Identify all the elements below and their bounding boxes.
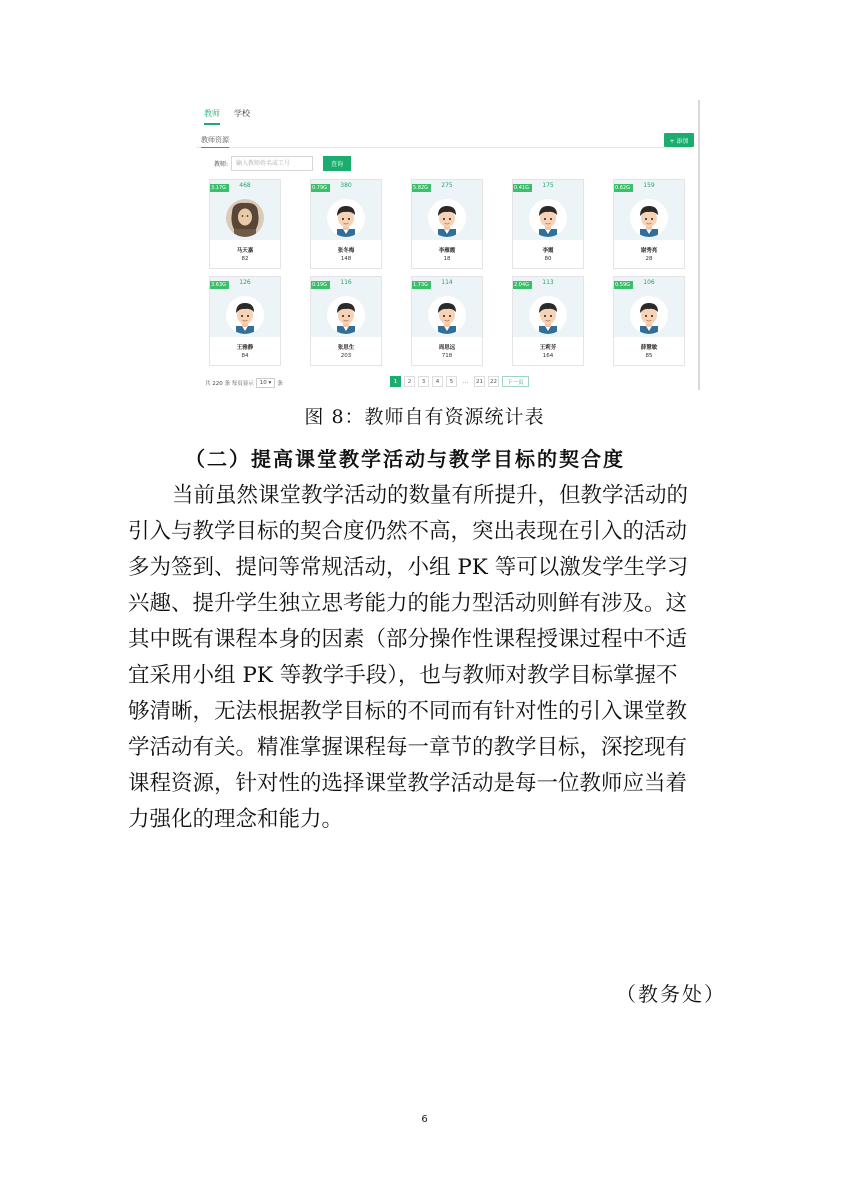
teacher-number: 18 <box>443 256 451 262</box>
teacher-name: 王雅静 <box>236 345 254 351</box>
page-button[interactable]: 22 <box>488 376 499 387</box>
paragraph-line: 够清晰，无法根据教学目标的不同而有针对性的引入课堂教 <box>128 699 688 724</box>
page-button[interactable]: 3 <box>418 376 429 387</box>
page-button[interactable]: 1 <box>390 376 401 387</box>
paragraph-line: 宜采用小组 PK 等教学手段），也与教师对教学目标掌握不 <box>128 663 678 688</box>
avatar <box>327 296 365 334</box>
avatar <box>630 296 668 334</box>
paragraph-line: 学活动有关。精准掌握课程每一章节的教学目标，深挖现有 <box>128 735 688 760</box>
search-button[interactable]: 查询 <box>323 156 351 171</box>
storage-size-badge: 0.62G <box>614 184 633 192</box>
paragraph-line: 课程资源，针对性的选择课堂教学活动是每一位教师应当着 <box>128 771 688 796</box>
storage-size-badge: 2.04G <box>513 281 532 289</box>
resource-count: 159 <box>643 182 655 189</box>
paragraph-line: 其中既有课程本身的因素（部分操作性课程授课过程中不适 <box>128 627 688 652</box>
search-input[interactable] <box>231 156 313 171</box>
teacher-name: 谢秀亮 <box>640 248 658 254</box>
signature: （教务处） <box>616 982 726 1006</box>
resource-count: 126 <box>239 279 251 286</box>
unit-text: 条 <box>277 381 283 387</box>
avatar <box>529 296 567 334</box>
page-button[interactable]: 2 <box>404 376 415 387</box>
paragraph-line: 力强化的理念和能力。 <box>128 807 344 832</box>
subtab-teacher-resources[interactable]: 教师资源 <box>201 135 229 148</box>
teacher-number: 718 <box>441 353 453 359</box>
teacher-name: 张思生 <box>337 345 355 351</box>
tab-school[interactable]: 学校 <box>234 109 250 118</box>
storage-size-badge: 3.63G <box>210 281 229 289</box>
storage-size-badge: 0.79G <box>311 184 330 192</box>
next-page-button[interactable]: 下一页 <box>502 376 529 387</box>
teacher-card[interactable] <box>209 179 281 269</box>
teacher-card[interactable] <box>512 276 584 366</box>
teacher-card[interactable] <box>411 276 483 366</box>
teacher-card[interactable] <box>310 276 382 366</box>
resource-count: 468 <box>239 182 251 189</box>
pagination-summary <box>205 378 283 388</box>
teacher-number: 85 <box>645 353 653 359</box>
resource-count: 275 <box>441 182 453 189</box>
teacher-card[interactable] <box>209 276 281 366</box>
sub-tab-bar <box>196 133 692 148</box>
paragraph-line: 兴趣、提升学生独立思考能力的能力型活动则鲜有涉及。这 <box>128 591 688 616</box>
teacher-name: 李霞 <box>542 248 554 254</box>
storage-size-badge: 1.73G <box>412 281 431 289</box>
teacher-number: 84 <box>241 353 249 359</box>
teacher-card[interactable] <box>411 179 483 269</box>
resource-count: 116 <box>340 279 352 286</box>
pagination <box>390 376 529 387</box>
embedded-screenshot <box>196 100 700 390</box>
storage-size-badge: 0.41G <box>513 184 532 192</box>
total-count-text: 共 220 条 每页显示 <box>205 381 254 387</box>
teacher-card-grid <box>209 179 685 366</box>
page-button[interactable]: 5 <box>446 376 457 387</box>
avatar <box>428 199 466 237</box>
search-row <box>214 156 351 171</box>
teacher-card[interactable] <box>613 276 685 366</box>
avatar <box>327 199 365 237</box>
teacher-number: 164 <box>542 353 554 359</box>
teacher-card[interactable] <box>512 179 584 269</box>
teacher-name: 周思远 <box>438 345 456 351</box>
tab-bar <box>204 108 250 125</box>
tab-teacher[interactable]: 教师 <box>204 108 220 125</box>
teacher-name: 张冬梅 <box>337 248 355 254</box>
storage-size-badge: 3.17G <box>210 184 229 192</box>
paragraph-line: 多为签到、提问等常规活动，小组 PK 等可以激发学生学习 <box>128 555 689 580</box>
avatar <box>630 199 668 237</box>
teacher-number: 28 <box>645 256 653 262</box>
paragraph-line: 当前虽然课堂教学活动的数量有所提升，但教学活动的 <box>172 483 689 508</box>
page-button[interactable]: 21 <box>474 376 485 387</box>
avatar <box>428 296 466 334</box>
teacher-name: 李雁霞 <box>438 248 456 254</box>
add-button[interactable]: + 添加 <box>664 133 694 147</box>
page-button[interactable]: 4 <box>432 376 443 387</box>
teacher-number: 80 <box>544 256 552 262</box>
teacher-card[interactable] <box>310 179 382 269</box>
resource-count: 114 <box>441 279 453 286</box>
teacher-number: 148 <box>340 256 352 262</box>
resource-count: 380 <box>340 182 352 189</box>
paragraph-line: 引入与教学目标的契合度仍然不高，突出表现在引入的活动 <box>128 519 688 544</box>
resource-count: 113 <box>542 279 554 286</box>
avatar <box>226 296 264 334</box>
page-button: ... <box>462 378 469 385</box>
figure-caption: 图 8：教师自有资源统计表 <box>304 406 545 428</box>
avatar <box>226 199 264 237</box>
body-paragraph <box>128 478 728 838</box>
teacher-name: 马天嘉 <box>236 248 254 254</box>
teacher-name: 王莉芳 <box>539 345 557 351</box>
teacher-number: 203 <box>340 353 352 359</box>
section-heading: （二）提高课堂教学活动与教学目标的契合度 <box>185 447 625 471</box>
avatar <box>529 199 567 237</box>
storage-size-badge: 5.82G <box>412 184 431 192</box>
resource-count: 106 <box>643 279 655 286</box>
teacher-number: 82 <box>241 256 249 262</box>
page-size-select[interactable]: 10 ▾ <box>256 378 276 388</box>
storage-size-badge: 0.19G <box>311 281 330 289</box>
teacher-name: 薛慧敏 <box>640 345 658 351</box>
storage-size-badge: 0.59G <box>614 281 633 289</box>
resource-count: 175 <box>542 182 554 189</box>
search-label: 教师: <box>214 161 229 168</box>
page-number: 6 <box>421 1114 428 1125</box>
teacher-card[interactable] <box>613 179 685 269</box>
